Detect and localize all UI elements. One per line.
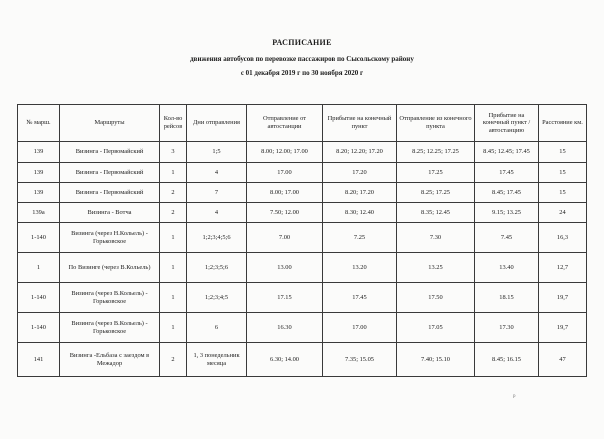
cell-days: 1;2;3;5;6 xyxy=(187,253,247,283)
table-row xyxy=(18,253,587,283)
cell-trip-count: 2 xyxy=(160,203,187,223)
cell-distance: 24 xyxy=(539,203,587,223)
cell-route: Визинга - Вотча xyxy=(60,203,160,223)
cell-days: 1;2;3;4;5;6 xyxy=(187,223,247,253)
cell-depart-station: 17.15 xyxy=(247,283,323,313)
header-distance: Расстояние км. xyxy=(539,105,587,142)
cell-route-number: 139 xyxy=(18,163,60,183)
cell-arrive-station: 18.15 xyxy=(475,283,539,313)
header-depart-terminal: Отправление из конечного пункта xyxy=(397,105,475,142)
cell-depart-terminal: 8.25; 17.25 xyxy=(397,183,475,203)
cell-route: По Визинге (через В.Кольель) xyxy=(60,253,160,283)
cell-route: Визинга (через В.Кольель) - Горьковское xyxy=(60,283,160,313)
cell-depart-terminal: 7.30 xyxy=(397,223,475,253)
header-route-number: № марш. xyxy=(18,105,60,142)
cell-arrive-terminal: 8.30; 12.40 xyxy=(323,203,397,223)
cell-depart-terminal: 7.40; 15.10 xyxy=(397,343,475,377)
cell-days: 1;5 xyxy=(187,142,247,163)
cell-days: 6 xyxy=(187,313,247,343)
cell-arrive-terminal: 8.20; 17.20 xyxy=(323,183,397,203)
cell-trip-count: 3 xyxy=(160,142,187,163)
cell-arrive-terminal: 13.20 xyxy=(323,253,397,283)
cell-trip-count: 2 xyxy=(160,343,187,377)
cell-route: Визинга -Ельбаза с заездом в Межадор xyxy=(60,343,160,377)
document-header xyxy=(0,38,604,78)
cell-depart-terminal: 8.25; 12.25; 17.25 xyxy=(397,142,475,163)
cell-distance: 47 xyxy=(539,343,587,377)
cell-depart-station: 6.30; 14.00 xyxy=(247,343,323,377)
cell-route: Визинга - Первомайский xyxy=(60,183,160,203)
cell-route-number: 139а xyxy=(18,203,60,223)
cell-trip-count: 2 xyxy=(160,183,187,203)
cell-depart-station: 8.00; 17.00 xyxy=(247,183,323,203)
cell-days: 4 xyxy=(187,203,247,223)
cell-depart-station: 17.00 xyxy=(247,163,323,183)
cell-route-number: 1-140 xyxy=(18,313,60,343)
cell-depart-terminal: 13.25 xyxy=(397,253,475,283)
header-trip-count: Кол-во рейсов xyxy=(160,105,187,142)
page-mark: р xyxy=(513,394,516,399)
validity-period: с 01 декабря 2019 г по 30 ноября 2020 г xyxy=(240,69,364,77)
schedule-table xyxy=(17,104,587,377)
cell-depart-station: 7.00 xyxy=(247,223,323,253)
cell-days: 7 xyxy=(187,183,247,203)
table-row xyxy=(18,142,587,163)
cell-days: 1;2;3;4;5 xyxy=(187,283,247,313)
cell-distance: 15 xyxy=(539,163,587,183)
cell-trip-count: 1 xyxy=(160,283,187,313)
table-row xyxy=(18,283,587,313)
cell-depart-station: 13.00 xyxy=(247,253,323,283)
cell-distance: 16,3 xyxy=(539,223,587,253)
header-days: Дни отправления xyxy=(187,105,247,142)
cell-trip-count: 1 xyxy=(160,253,187,283)
cell-trip-count: 1 xyxy=(160,163,187,183)
cell-arrive-station: 9.15; 13.25 xyxy=(475,203,539,223)
cell-distance: 19,7 xyxy=(539,283,587,313)
header-arrive-terminal: Прибытие на конечный пункт xyxy=(323,105,397,142)
cell-arrive-station: 8.45; 12.45; 17.45 xyxy=(475,142,539,163)
cell-route: Визинга - Первомайский xyxy=(60,142,160,163)
cell-distance: 12,7 xyxy=(539,253,587,283)
cell-depart-terminal: 17.25 xyxy=(397,163,475,183)
cell-route-number: 1 xyxy=(18,253,60,283)
cell-route-number: 1-140 xyxy=(18,283,60,313)
table-row xyxy=(18,163,587,183)
cell-distance: 19,7 xyxy=(539,313,587,343)
cell-depart-terminal: 8.35; 12.45 xyxy=(397,203,475,223)
header-row xyxy=(18,105,587,142)
cell-arrive-terminal: 17.20 xyxy=(323,163,397,183)
cell-distance: 15 xyxy=(539,183,587,203)
cell-arrive-station: 17.30 xyxy=(475,313,539,343)
cell-trip-count: 1 xyxy=(160,223,187,253)
cell-days: 4 xyxy=(187,163,247,183)
cell-arrive-terminal: 8.20; 12.20; 17.20 xyxy=(323,142,397,163)
header-depart-station: Отправление от автостанции xyxy=(247,105,323,142)
cell-route: Визинга - Первомайский xyxy=(60,163,160,183)
cell-depart-station: 8.00; 12.00; 17.00 xyxy=(247,142,323,163)
cell-arrive-terminal: 7.35; 15.05 xyxy=(323,343,397,377)
table-row xyxy=(18,313,587,343)
cell-distance: 15 xyxy=(539,142,587,163)
header-arrive-station: Прибытие на конечный пункт / автостанцию xyxy=(475,105,539,142)
cell-trip-count: 1 xyxy=(160,313,187,343)
cell-depart-terminal: 17.50 xyxy=(397,283,475,313)
cell-depart-station: 7.50; 12.00 xyxy=(247,203,323,223)
document-title: РАСПИСАНИЕ xyxy=(272,38,332,47)
cell-arrive-station: 8.45; 17.45 xyxy=(475,183,539,203)
cell-route-number: 139 xyxy=(18,142,60,163)
cell-route-number: 141 xyxy=(18,343,60,377)
cell-arrive-station: 17.45 xyxy=(475,163,539,183)
cell-arrive-terminal: 7.25 xyxy=(323,223,397,253)
cell-arrive-station: 7.45 xyxy=(475,223,539,253)
document-subtitle: движения автобусов по перевозке пассажиров по Сысольскому району xyxy=(190,55,414,63)
table-row xyxy=(18,183,587,203)
table-row xyxy=(18,223,587,253)
cell-depart-station: 16.30 xyxy=(247,313,323,343)
cell-arrive-terminal: 17.00 xyxy=(323,313,397,343)
cell-route-number: 1-140 xyxy=(18,223,60,253)
cell-route: Визинга (через Н.Кольель) - Горьковское xyxy=(60,223,160,253)
table-row xyxy=(18,203,587,223)
cell-arrive-station: 8.45; 16.15 xyxy=(475,343,539,377)
cell-route: Визинга (через В.Кольель) - Горьковское xyxy=(60,313,160,343)
cell-arrive-terminal: 17.45 xyxy=(323,283,397,313)
cell-route-number: 139 xyxy=(18,183,60,203)
table-row xyxy=(18,343,587,377)
cell-arrive-station: 13.40 xyxy=(475,253,539,283)
cell-depart-terminal: 17.05 xyxy=(397,313,475,343)
header-route: Маршруты xyxy=(60,105,160,142)
cell-days: 1, 3 понедельник месяца xyxy=(187,343,247,377)
